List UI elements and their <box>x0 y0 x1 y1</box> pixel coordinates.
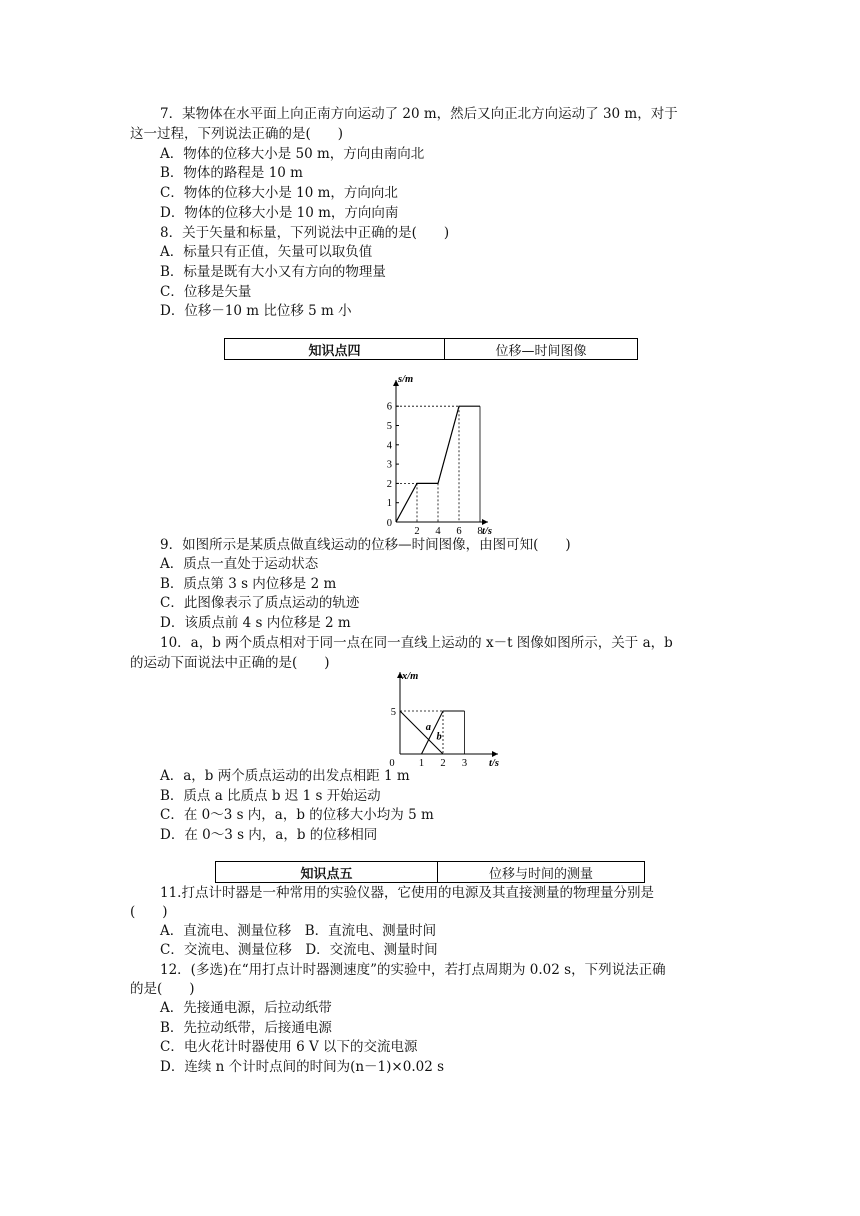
x-tick-label: 1 <box>418 758 425 769</box>
x-tick-label: 8 <box>477 526 483 537</box>
series-label-a: a <box>425 721 432 733</box>
section-5-topic: 位移与时间的测量 <box>488 866 593 882</box>
q12-stem-line1: 12．(多选)在“用打点计时器测速度”的实验中，若打点周期为 0.02 s，下列说法正确 <box>160 962 666 978</box>
q8-option-a: A．标量只有正值，矢量可以取负值 <box>160 244 373 260</box>
section-5-title: 知识点五 <box>216 862 438 882</box>
y-tick-label: 4 <box>386 440 392 452</box>
q9-option-c: C．此图像表示了质点运动的轨迹 <box>160 595 360 611</box>
x-axis-arrow <box>492 751 498 757</box>
q12-option-d: D．连续 n 个计时点间的时间为(n－1)×0.02 s <box>160 1059 445 1075</box>
q7-stem-line1: 7．某物体在水平面上向正南方向运动了 20 m，然后又向正北方向运动了 30 m，对于 <box>160 106 678 122</box>
y-axis-label: s/m <box>398 374 414 385</box>
x-tick-label: 3 <box>461 758 468 769</box>
q10-option-d: D．在 0～3 s 内，a，b 的位移相同 <box>160 827 378 843</box>
q8-stem: 8．关于矢量和标量，下列说法中正确的是( ) <box>160 225 450 241</box>
figure-2-xt-graph <box>386 668 506 768</box>
y-tick-label: 5 <box>386 421 392 432</box>
x-tick-label: 2 <box>414 526 420 537</box>
q11-options-cd: C．交流电、测量位移 D．交流电、测量时间 <box>160 942 438 958</box>
q8-option-d: D．位移－10 m 比位移 5 m 小 <box>160 303 352 319</box>
q12-option-a: A．先接通电源，后拉动纸带 <box>160 1000 332 1016</box>
q12-option-c: C．电火花计时器使用 6 V 以下的交流电源 <box>160 1039 418 1055</box>
origin-label: 0 <box>386 518 392 529</box>
q10-option-c: C．在 0～3 s 内，a，b 的位移大小均为 5 m <box>160 807 434 823</box>
x-axis-label: t/s <box>482 526 492 537</box>
q7-option-b: B．物体的路程是 10 m <box>160 165 303 181</box>
y-tick-label: 3 <box>386 459 392 471</box>
q9-option-a: A．质点一直处于运动状态 <box>160 556 319 572</box>
y-axis-label: x/m <box>402 671 419 682</box>
q9-option-d: D．该质点前 4 s 内位移是 2 m <box>160 615 351 631</box>
q10-stem-line2: 的运动下面说法中正确的是( ) <box>130 655 330 671</box>
x-axis-label: t/s <box>489 758 499 769</box>
q11-options-ab: A．直流电、测量位移 B．直流电、测量时间 <box>160 923 437 939</box>
q12-stem-line2: 的是( ) <box>130 981 195 997</box>
section-4-title: 知识点四 <box>225 339 445 359</box>
section-5-header <box>215 861 645 883</box>
q7-option-c: C．物体的位移大小是 10 m，方向向北 <box>160 185 398 201</box>
y-tick-label: 6 <box>386 401 392 413</box>
x-tick-label: 4 <box>435 526 441 537</box>
q9-stem: 9．如图所示是某质点做直线运动的位移—时间图像，由图可知( ) <box>160 537 571 553</box>
q7-option-a: A．物体的位移大小是 50 m，方向由南向北 <box>160 146 425 162</box>
series-label-b: b <box>436 731 442 743</box>
q10-option-a: A．a，b 两个质点运动的出发点相距 1 m <box>160 768 410 784</box>
origin-label: 0 <box>389 758 395 769</box>
x-tick-label: 2 <box>440 758 446 769</box>
x-axis-arrow <box>482 519 488 525</box>
q10-option-b: B．质点 a 比质点 b 迟 1 s 开始运动 <box>160 788 381 804</box>
q12-option-b: B．先拉动纸带，后接通电源 <box>160 1020 332 1036</box>
q7-stem-line2: 这一过程，下列说法正确的是( ) <box>130 126 344 142</box>
q7-option-d: D．物体的位移大小是 10 m，方向向南 <box>160 205 399 221</box>
y-tick-label: 5 <box>390 707 396 718</box>
q8-option-b: B．标量是既有大小又有方向的物理量 <box>160 264 386 280</box>
section-4-topic: 位移—时间图像 <box>495 343 587 359</box>
y-tick-label: 1 <box>386 498 392 510</box>
x-tick-label: 6 <box>456 526 462 537</box>
y-tick-label: 2 <box>386 478 392 490</box>
q9-option-b: B．质点第 3 s 内位移是 2 m <box>160 576 337 592</box>
q10-stem-line1: 10．a，b 两个质点相对于同一点在同一直线上运动的 x－t 图像如图所示，关于 a，b <box>160 635 673 651</box>
q11-stem-line1: 11.打点计时器是一种常用的实验仪器，它使用的电源及其直接测量的物理量分别是 <box>160 885 654 901</box>
q8-option-c: C．位移是矢量 <box>160 284 252 300</box>
q11-stem-line2: ( ) <box>130 904 168 920</box>
section-4-header <box>224 338 638 360</box>
figure-1-st-graph <box>380 374 510 537</box>
